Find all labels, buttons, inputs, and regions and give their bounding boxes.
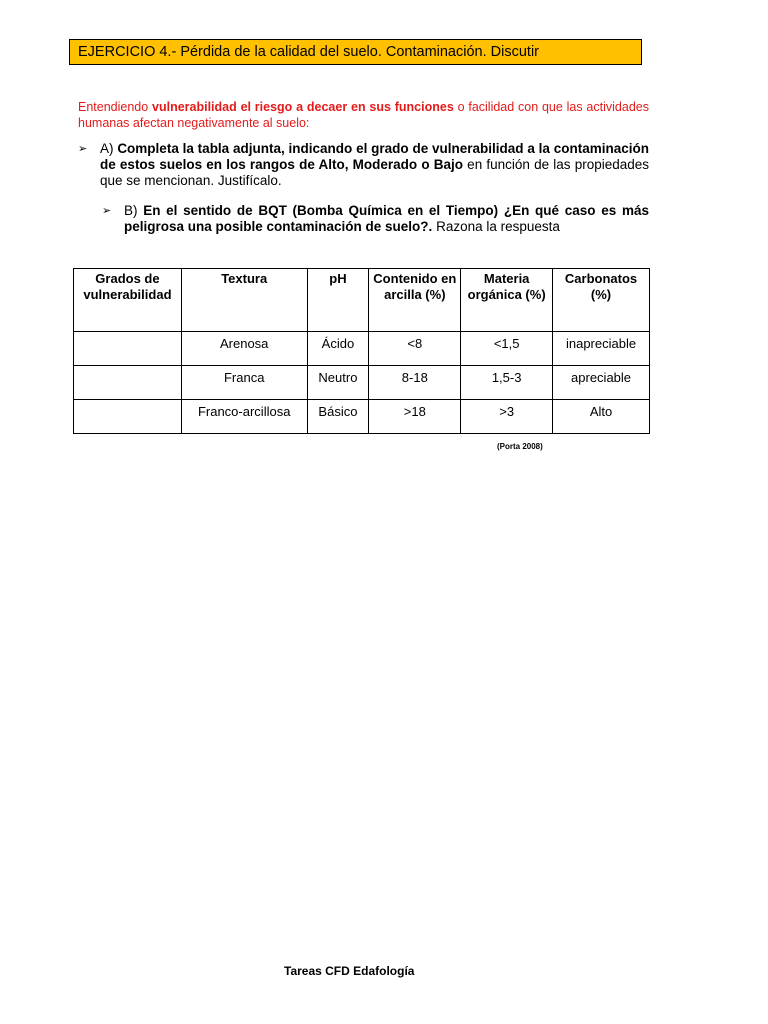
question-b-text [124, 203, 649, 235]
intro-bold: vulnerabilidad el riesgo a decaer en sus funciones [152, 100, 454, 114]
table-header-cell: pH [307, 269, 369, 332]
table-header-cell: Textura [181, 269, 307, 332]
table-cell: <1,5 [461, 332, 553, 366]
vulnerability-cell [74, 332, 182, 366]
question-a-text [100, 141, 649, 189]
table-cell: Franca [181, 366, 307, 400]
table-cell: >3 [461, 400, 553, 434]
table-cell: Alto [553, 400, 650, 434]
table-header-row [74, 269, 650, 332]
question-a-label: A) [100, 141, 118, 156]
table-header-cell: Carbonatos (%) [553, 269, 650, 332]
arrow-bullet-icon: ➢ [102, 205, 112, 217]
question-a [78, 141, 649, 189]
table-row [74, 366, 650, 400]
table-header-cell: Materia orgánica (%) [461, 269, 553, 332]
intro-prefix: Entendiendo [78, 100, 153, 114]
vulnerability-table [73, 268, 650, 434]
table-row [74, 400, 650, 434]
table-cell: apreciable [553, 366, 650, 400]
table-cell: 1,5-3 [461, 366, 553, 400]
table-cell: Básico [307, 400, 369, 434]
page-footer: Tareas CFD Edafología [284, 964, 415, 978]
question-a-bold: Completa la tabla adjunta, indicando el grado de vulnerabilidad a la contaminación de estos suelos en los rangos de Alto, Moderado o Bajo [100, 141, 649, 172]
arrow-bullet-icon: ➢ [78, 143, 88, 155]
intro-suffix: o facilidad con que las actividades humanas afectan negativamente al suelo: [78, 100, 649, 130]
table-cell: Neutro [307, 366, 369, 400]
table-cell: 8-18 [369, 366, 461, 400]
intro-paragraph [78, 100, 649, 131]
question-b [102, 203, 649, 235]
table-header-cell: Contenido en arcilla (%) [369, 269, 461, 332]
table-cell: inapreciable [553, 332, 650, 366]
source-citation: (Porta 2008) [497, 442, 543, 451]
table-header-cell: Grados de vulnerabilidad [74, 269, 182, 332]
vulnerability-cell [74, 400, 182, 434]
table-cell: Ácido [307, 332, 369, 366]
vulnerability-cell [74, 366, 182, 400]
table-row [74, 332, 650, 366]
table-cell: >18 [369, 400, 461, 434]
table-cell: Arenosa [181, 332, 307, 366]
question-b-label: B) [124, 203, 144, 218]
question-b-bold: En el sentido de BQT (Bomba Química en el Tiempo) ¿En qué caso es más peligrosa una posible contaminación de suelo?. [124, 203, 649, 234]
question-a-normal: en función de las propiedades que se mencionan. Justifícalo. [100, 157, 649, 188]
table-cell: <8 [369, 332, 461, 366]
table-cell: Franco-arcillosa [181, 400, 307, 434]
question-b-normal: Razona la respuesta [432, 219, 560, 234]
exercise-title: EJERCICIO 4.- Pérdida de la calidad del suelo. Contaminación. Discutir [69, 39, 642, 65]
